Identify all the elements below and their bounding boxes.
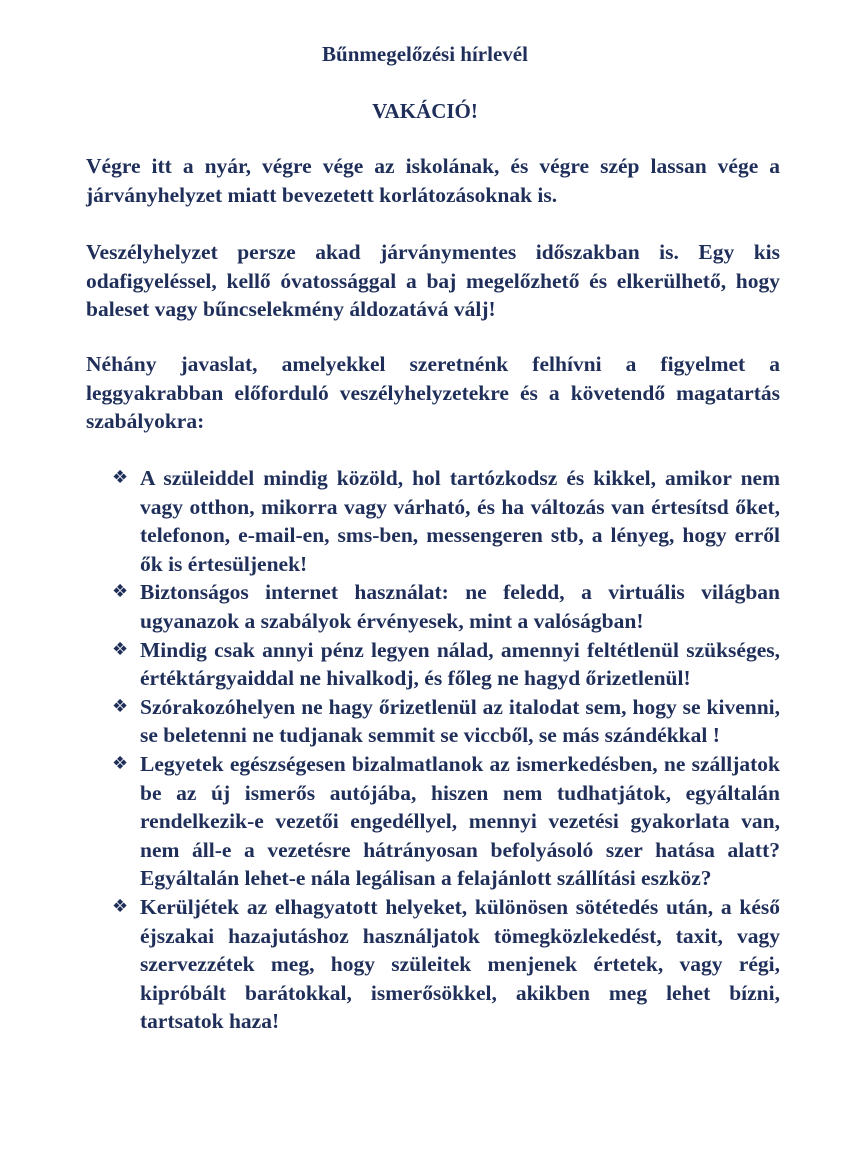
diamond-star-icon: ❖ <box>112 467 129 488</box>
document-subtitle: VAKÁCIÓ! <box>372 99 478 123</box>
intro-paragraph: Végre itt a nyár, végre vége az iskolának, és végre szép lassan vége a járványhelyzet miatt bevezetett korlátozásoknak is. <box>86 154 780 207</box>
list-item <box>86 893 780 1036</box>
document-title: Bűnmegelőzési hírlevél <box>322 42 528 66</box>
list-item <box>86 578 780 635</box>
diamond-star-icon: ❖ <box>112 895 129 917</box>
list-item <box>86 636 780 693</box>
advice-list <box>86 464 780 1036</box>
list-item <box>86 750 780 893</box>
list-item <box>86 693 780 750</box>
list-item-text: Legyetek egészségesen bizalmatlanok az ismerkedésben, ne szálljatok be az új ismerős autójába, hiszen nem tudhatjátok, egyáltalán rendelkezik-e vezetői engedéllyel, mennyi vezetési gyakorlata van, nem áll-e a vezetésre hátrányosan befolyásoló szer hatása alatt? Egyáltalán lehet-e nála legálisan a felajánlott szállítási eszköz? <box>140 751 780 891</box>
diamond-star-icon: ❖ <box>112 638 129 660</box>
diamond-star-icon: ❖ <box>112 581 129 603</box>
diamond-star-icon: ❖ <box>112 752 129 774</box>
list-item-text: Kerüljétek az elhagyatott helyeket, különösen sötétedés után, a késő éjszakai hazajutáshoz használjatok tömegközlekedést, taxit, vagy szervezzétek meg, hogy szüleitek menjenek értetek, vagy régi, kipróbált barátokkal, ismerősökkel, akikben meg lehet bízni, tartsatok haza! <box>140 894 780 1034</box>
list-item-text: A szüleiddel mindig közöld, hol tartózkodsz és kikkel, amikor nem vagy otthon, mikorra vagy várható, és ha változás van értesítsd őket, telefonon, e-mail-en, sms-ben, messengeren stb, a lényeg, hogy erről ők is értesüljenek! <box>140 466 780 576</box>
list-item <box>86 464 780 578</box>
diamond-star-icon: ❖ <box>112 695 129 717</box>
list-item-text: Mindig csak annyi pénz legyen nálad, amennyi feltétlenül szükséges, értéktárgyaiddal ne hivalkodj, és főleg ne hagyd őrizetlenül! <box>140 637 780 691</box>
list-item-text: Szórakozóhelyen ne hagy őrizetlenül az italodat sem, hogy se kivenni, se beletenni ne tudjanak semmit se viccből, se más szándékkal ! <box>140 694 780 748</box>
list-item-text: Biztonságos internet használat: ne feledd, a virtuális világban ugyanazok a szabályok érvényesek, mint a valóságban! <box>140 580 780 633</box>
suggestions-intro-paragraph: Néhány javaslat, amelyekkel szeretnénk felhívni a figyelmet a leggyakrabban előforduló veszélyhelyzetekre és a követendő magatartás szabályokra: <box>86 352 780 434</box>
warning-paragraph: Veszélyhelyzet persze akad járványmentes időszakban is. Egy kis odafigyeléssel, kellő óvatossággal a baj megelőzhető és elkerülhető, hogy baleset vagy bűncselekmény áldozatává válj! <box>86 240 780 322</box>
